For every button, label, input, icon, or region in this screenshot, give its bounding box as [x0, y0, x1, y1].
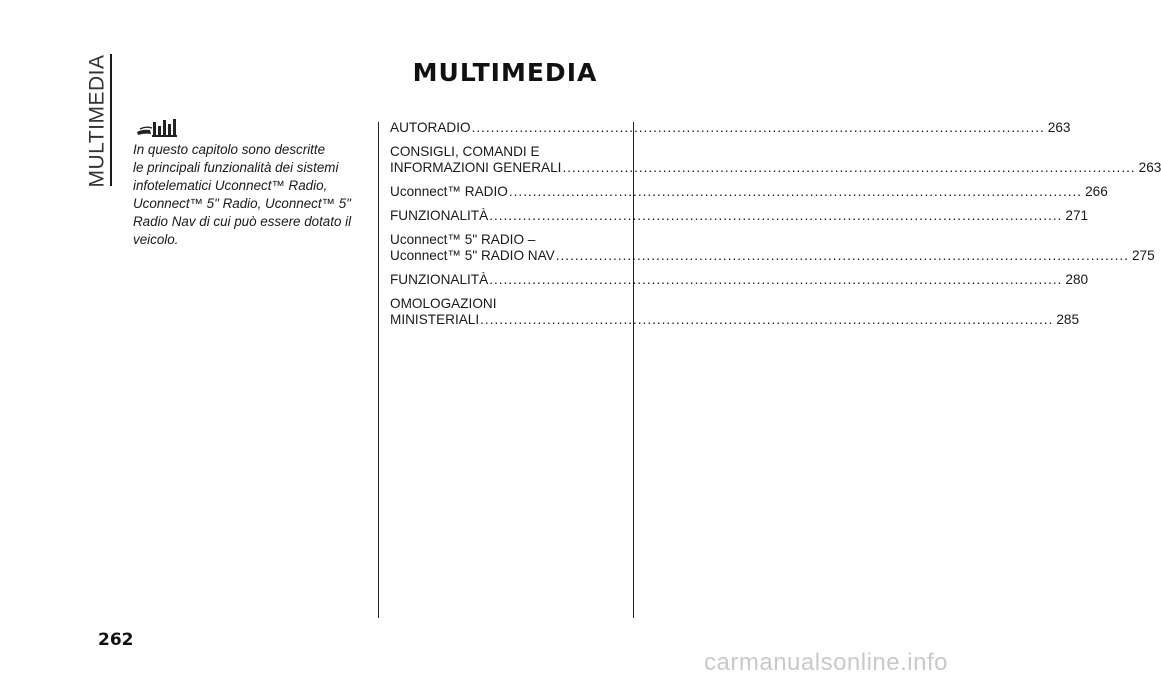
chapter-title: MULTIMEDIA: [412, 58, 598, 87]
side-chapter-label: MULTIMEDIA: [85, 54, 109, 188]
toc-entry-funzionalita-1[interactable]: [390, 208, 1089, 224]
side-chapter-tab: [84, 56, 110, 186]
toc-entry-label: INFORMAZIONI GENERALI: [390, 160, 562, 175]
toc-entry-label: FUNZIONALITÀ: [390, 272, 489, 287]
toc-leader-dots: ........................................................................................................................: [480, 312, 1054, 327]
toc-entry-label: FUNZIONALITÀ: [390, 208, 489, 223]
toc-entry-autoradio[interactable]: [390, 120, 1071, 136]
toc-page-number: 275: [1131, 248, 1155, 263]
toc-entry-consigli[interactable]: [390, 144, 1161, 176]
toc-leader-dots: ........................................................................................................................: [471, 120, 1045, 135]
intro-line: le principali funzionalità dei sistemi: [133, 160, 339, 175]
toc-page-number: 263: [1047, 120, 1071, 135]
intro-paragraph: [133, 141, 365, 249]
page-number: 262: [98, 630, 134, 650]
toc-entry-uconnect-radio[interactable]: [390, 184, 1108, 200]
toc-page-number: 271: [1065, 208, 1089, 223]
intro-line: Uconnect™ 5" Radio, Uconnect™ 5": [133, 196, 351, 211]
side-tab-rule: [110, 54, 112, 186]
toc-page-number: 280: [1065, 272, 1089, 287]
intro-line: veicolo.: [133, 232, 179, 247]
toc-leader-dots: ........................................................................................................................: [489, 208, 1063, 223]
table-of-contents: [390, 120, 1161, 336]
toc-entry-label: MINISTERIALI: [390, 312, 480, 327]
intro-line: infotelematici Uconnect™ Radio,: [133, 178, 328, 193]
toc-entry-uconnect-5-radio[interactable]: [390, 232, 1155, 264]
toc-entry-funzionalita-2[interactable]: [390, 272, 1089, 288]
toc-leader-dots: ........................................................................................................................: [489, 272, 1063, 287]
toc-leader-dots: ........................................................................................................................: [555, 248, 1129, 263]
toc-page-number: 285: [1056, 312, 1080, 327]
toc-entry-label: CONSIGLI, COMANDI E: [390, 144, 540, 159]
toc-leader-dots: ........................................................................................................................: [562, 160, 1136, 175]
intro-line: In questo capitolo sono descritte: [133, 142, 326, 157]
toc-leader-dots: ........................................................................................................................: [508, 184, 1083, 199]
toc-entry-label: AUTORADIO: [390, 120, 471, 135]
toc-page-number: 266: [1085, 184, 1108, 199]
toc-page-number: 263: [1138, 160, 1161, 175]
toc-entry-omologazioni[interactable]: [390, 296, 1080, 328]
toc-entry-label: OMOLOGAZIONI: [390, 296, 497, 311]
toc-entry-label: Uconnect™ RADIO: [390, 184, 508, 199]
column-divider-left: [378, 122, 379, 618]
intro-line: Radio Nav di cui può essere dotato il: [133, 214, 352, 229]
watermark: carmanualsonline.info: [704, 649, 948, 676]
toc-entry-label: Uconnect™ 5" RADIO –: [390, 232, 536, 247]
car-radio-media-icon: [136, 117, 182, 139]
toc-entry-label: Uconnect™ 5" RADIO NAV: [390, 248, 555, 263]
